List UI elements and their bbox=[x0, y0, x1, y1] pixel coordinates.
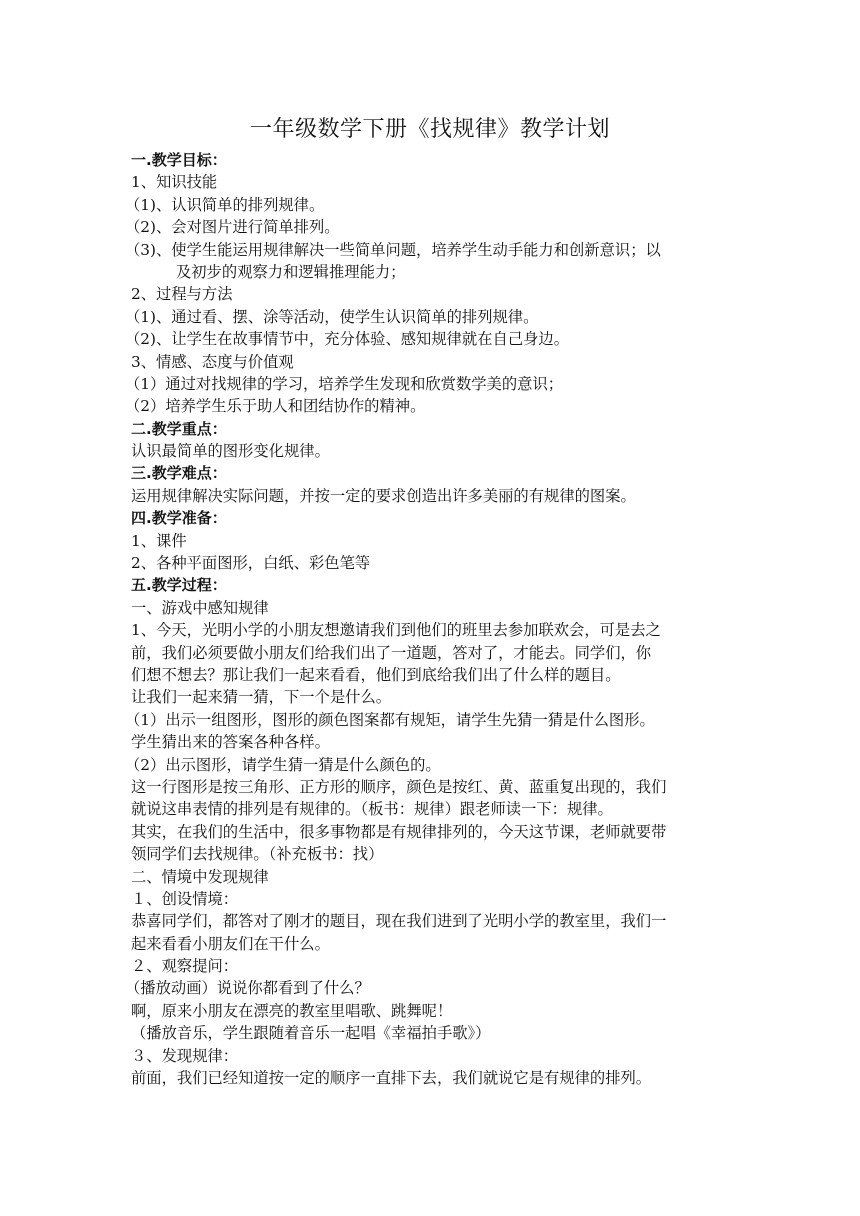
text-line: 运用规律解决实际问题，并按一定的要求创造出许多美丽的有规律的图案。 bbox=[131, 486, 636, 505]
text-line: （2）培养学生乐于助人和团结协作的精神。 bbox=[125, 397, 426, 416]
text-line: 二、情境中发现规律 bbox=[131, 867, 269, 886]
text-line: 1、今天，光明小学的小朋友想邀请我们到他们的班里去参加联欢会，可是去之 bbox=[131, 621, 661, 640]
text-line: ２、观察提问： bbox=[131, 957, 239, 976]
text-line: （播放动画）说说你都看到了什么？ bbox=[125, 979, 370, 998]
text-line: 2、过程与方法 bbox=[131, 285, 233, 304]
text-line: 恭喜同学们，都答对了刚才的题目，现在我们进到了光明小学的教室里，我们一 bbox=[131, 912, 667, 931]
text-line: （3)、使学生能运用规律解决一些简单问题，培养学生动手能力和创新意识；以 bbox=[125, 240, 661, 259]
text-line: 起来看看小朋友们在干什么。 bbox=[131, 934, 330, 953]
text-line: 2、各种平面图形，白纸、彩色笔等 bbox=[131, 554, 371, 573]
document-body bbox=[125, 149, 741, 1089]
text-line: （2)、会对图片进行简单排列。 bbox=[125, 218, 340, 237]
section-heading: 二.教学重点： bbox=[131, 419, 227, 438]
text-line: 学生猜出来的答案各种各样。 bbox=[131, 733, 330, 752]
text-line: 就说这串表情的排列是有规律的。（板书：规律）跟老师读一下：规律。 bbox=[131, 800, 613, 819]
text-line: ３、发现规律： bbox=[131, 1046, 239, 1065]
text-line: （1）出示一组图形，图形的颜色图案都有规矩，请学生先猜一猜是什么图形。 bbox=[125, 710, 655, 729]
text-line: （2）出示图形，请学生猜一猜是什么颜色的。 bbox=[125, 755, 441, 774]
text-line: 啊，原来小朋友在漂亮的教室里唱歌、跳舞呢！ bbox=[131, 1001, 453, 1020]
text-line: 其实，在我们的生活中，很多事物都是有规律排列的，今天这节课，老师就要带 bbox=[131, 822, 667, 841]
text-line: 1、知识技能 bbox=[131, 173, 218, 192]
text-line: 一、游戏中感知规律 bbox=[131, 598, 269, 617]
text-line: （1)、通过看、摆、涂等活动，使学生认识简单的排列规律。 bbox=[125, 307, 539, 326]
document-title: 一年级数学下册《找规律》教学计划 bbox=[249, 117, 610, 142]
text-line: 这一行图形是按三角形、正方形的顺序，颜色是按红、黄、蓝重复出现的，我们 bbox=[131, 777, 667, 796]
text-line: （2)、让学生在故事情节中，充分体验、感知规律就在自己身边。 bbox=[125, 330, 570, 349]
text-line: 认识最简单的图形变化规律。 bbox=[131, 442, 330, 461]
text-line: 前，我们必须要做小朋友们给我们出了一道题，答对了，才能去。同学们，你 bbox=[131, 643, 652, 662]
section-heading: 一.教学目标： bbox=[131, 151, 227, 169]
section-heading: 四.教学准备： bbox=[131, 509, 227, 528]
text-line: 们想不想去？那让我们一起来看看，他们到底给我们出了什么样的题目。 bbox=[131, 665, 621, 684]
text-line: （1)、认识简单的排列规律。 bbox=[125, 195, 325, 214]
text-line: （1）通过对找规律的学习，培养学生发现和欣赏数学美的意识； bbox=[125, 374, 564, 393]
text-line: 1、课件 bbox=[131, 531, 187, 550]
section-heading: 五.教学过程： bbox=[131, 576, 227, 595]
text-line: １、创设情境： bbox=[131, 889, 239, 908]
text-line: 3、情感、态度与价值观 bbox=[131, 352, 294, 371]
text-line: 领同学们去找规律。（补充板书：找） bbox=[131, 845, 384, 864]
text-line: 及初步的观察力和逻辑推理能力； bbox=[176, 262, 406, 281]
text-line: 让我们一起来猜一猜，下一个是什么。 bbox=[131, 688, 392, 707]
text-line: （播放音乐，学生跟随着音乐一起唱《幸福拍手歌》） bbox=[131, 1024, 491, 1043]
text-line: 前面，我们已经知道按一定的顺序一直排下去，我们就说它是有规律的排列。 bbox=[131, 1069, 652, 1088]
section-heading: 三.教学难点： bbox=[131, 464, 227, 483]
